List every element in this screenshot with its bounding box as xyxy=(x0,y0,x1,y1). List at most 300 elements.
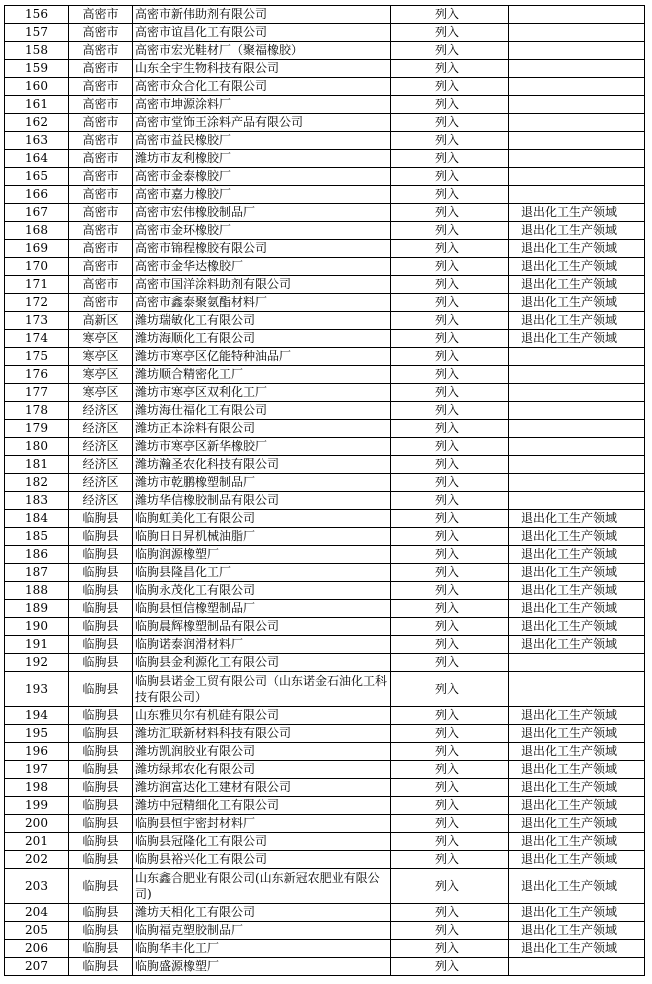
note-cell: 退出化工生产领域 xyxy=(509,922,645,940)
region-cell: 高密市 xyxy=(69,114,133,132)
status-cell: 列入 xyxy=(391,276,509,294)
table-row xyxy=(5,24,645,42)
company-name-cell: 潍坊正本涂料有限公司 xyxy=(133,420,391,438)
row-number: 200 xyxy=(5,815,69,833)
status-cell: 列入 xyxy=(391,582,509,600)
status-cell: 列入 xyxy=(391,96,509,114)
row-number: 182 xyxy=(5,474,69,492)
status-cell: 列入 xyxy=(391,851,509,869)
row-number: 161 xyxy=(5,96,69,114)
status-cell: 列入 xyxy=(391,904,509,922)
status-cell: 列入 xyxy=(391,294,509,312)
table-row xyxy=(5,546,645,564)
region-cell: 高密市 xyxy=(69,204,133,222)
company-name-cell: 高密市鑫泰聚氨酯材料厂 xyxy=(133,294,391,312)
table-row xyxy=(5,60,645,78)
table-row xyxy=(5,761,645,779)
status-cell: 列入 xyxy=(391,779,509,797)
table-row xyxy=(5,420,645,438)
region-cell: 临朐县 xyxy=(69,510,133,528)
region-cell: 临朐县 xyxy=(69,851,133,869)
table-row xyxy=(5,330,645,348)
note-cell xyxy=(509,492,645,510)
company-name-cell: 高密市金泰橡胶厂 xyxy=(133,168,391,186)
region-cell: 经济区 xyxy=(69,402,133,420)
note-cell: 退出化工生产领域 xyxy=(509,815,645,833)
status-cell: 列入 xyxy=(391,869,509,904)
region-cell: 经济区 xyxy=(69,492,133,510)
note-cell xyxy=(509,958,645,976)
row-number: 197 xyxy=(5,761,69,779)
region-cell: 高密市 xyxy=(69,150,133,168)
company-name-cell: 高密市宏伟橡胶制品厂 xyxy=(133,204,391,222)
table-row xyxy=(5,312,645,330)
region-cell: 临朐县 xyxy=(69,672,133,707)
region-cell: 临朐县 xyxy=(69,904,133,922)
region-cell: 寒亭区 xyxy=(69,330,133,348)
region-cell: 高新区 xyxy=(69,312,133,330)
company-name-cell: 临朐县恒宇密封材料厂 xyxy=(133,815,391,833)
region-cell: 高密市 xyxy=(69,96,133,114)
company-name-cell: 高密市众合化工有限公司 xyxy=(133,78,391,96)
row-number: 174 xyxy=(5,330,69,348)
company-name-cell: 临朐晨辉橡塑制品有限公司 xyxy=(133,618,391,636)
table-row xyxy=(5,456,645,474)
row-number: 196 xyxy=(5,743,69,761)
row-number: 193 xyxy=(5,672,69,707)
table-row xyxy=(5,797,645,815)
note-cell: 退出化工生产领域 xyxy=(509,636,645,654)
table-row xyxy=(5,528,645,546)
status-cell: 列入 xyxy=(391,456,509,474)
row-number: 169 xyxy=(5,240,69,258)
row-number: 198 xyxy=(5,779,69,797)
table-row xyxy=(5,6,645,24)
note-cell xyxy=(509,24,645,42)
row-number: 175 xyxy=(5,348,69,366)
region-cell: 高密市 xyxy=(69,222,133,240)
row-number: 159 xyxy=(5,60,69,78)
row-number: 199 xyxy=(5,797,69,815)
row-number: 179 xyxy=(5,420,69,438)
region-cell: 临朐县 xyxy=(69,761,133,779)
row-number: 205 xyxy=(5,922,69,940)
status-cell: 列入 xyxy=(391,672,509,707)
note-cell: 退出化工生产领域 xyxy=(509,707,645,725)
region-cell: 高密市 xyxy=(69,42,133,60)
status-cell: 列入 xyxy=(391,707,509,725)
company-name-cell: 山东雅贝尔有机硅有限公司 xyxy=(133,707,391,725)
company-name-cell: 高密市国洋涂料助剂有限公司 xyxy=(133,276,391,294)
status-cell: 列入 xyxy=(391,833,509,851)
company-name-cell: 临朐诺泰润滑材料厂 xyxy=(133,636,391,654)
company-name-cell: 高密市益民橡胶厂 xyxy=(133,132,391,150)
note-cell xyxy=(509,420,645,438)
note-cell xyxy=(509,168,645,186)
status-cell: 列入 xyxy=(391,60,509,78)
table-row xyxy=(5,168,645,186)
company-name-cell: 临朐县金利源化工有限公司 xyxy=(133,654,391,672)
region-cell: 临朐县 xyxy=(69,618,133,636)
table-row xyxy=(5,654,645,672)
table-row xyxy=(5,725,645,743)
row-number: 157 xyxy=(5,24,69,42)
row-number: 202 xyxy=(5,851,69,869)
note-cell xyxy=(509,672,645,707)
status-cell: 列入 xyxy=(391,384,509,402)
region-cell: 高密市 xyxy=(69,24,133,42)
row-number: 168 xyxy=(5,222,69,240)
company-name-cell: 山东鑫合肥业有限公司(山东新冠农肥业有限公司) xyxy=(133,869,391,904)
company-name-cell: 临朐日日昇机械油脂厂 xyxy=(133,528,391,546)
table-row xyxy=(5,636,645,654)
company-name-cell: 潍坊市友利橡胶厂 xyxy=(133,150,391,168)
company-name-cell: 高密市坤源涂料厂 xyxy=(133,96,391,114)
note-cell: 退出化工生产领域 xyxy=(509,797,645,815)
row-number: 166 xyxy=(5,186,69,204)
company-name-cell: 高密市嘉力橡胶厂 xyxy=(133,186,391,204)
region-cell: 高密市 xyxy=(69,132,133,150)
note-cell xyxy=(509,456,645,474)
company-name-cell: 潍坊天相化工有限公司 xyxy=(133,904,391,922)
company-name-cell: 高密市谊昌化工有限公司 xyxy=(133,24,391,42)
row-number: 194 xyxy=(5,707,69,725)
company-name-cell: 临朐福克塑胶制品厂 xyxy=(133,922,391,940)
table-row xyxy=(5,348,645,366)
table-row xyxy=(5,564,645,582)
note-cell xyxy=(509,402,645,420)
row-number: 171 xyxy=(5,276,69,294)
company-name-cell: 临朐县裕兴化工有限公司 xyxy=(133,851,391,869)
status-cell: 列入 xyxy=(391,348,509,366)
row-number: 183 xyxy=(5,492,69,510)
status-cell: 列入 xyxy=(391,366,509,384)
row-number: 177 xyxy=(5,384,69,402)
table-row xyxy=(5,869,645,904)
company-name-cell: 临朐盛源橡塑厂 xyxy=(133,958,391,976)
status-cell: 列入 xyxy=(391,24,509,42)
region-cell: 高密市 xyxy=(69,60,133,78)
note-cell: 退出化工生产领域 xyxy=(509,546,645,564)
row-number: 203 xyxy=(5,869,69,904)
status-cell: 列入 xyxy=(391,815,509,833)
note-cell xyxy=(509,654,645,672)
company-name-cell: 临朐县冠隆化工有限公司 xyxy=(133,833,391,851)
status-cell: 列入 xyxy=(391,958,509,976)
status-cell: 列入 xyxy=(391,600,509,618)
company-name-cell: 潍坊市寒亭区双利化工厂 xyxy=(133,384,391,402)
status-cell: 列入 xyxy=(391,797,509,815)
row-number: 187 xyxy=(5,564,69,582)
table-row xyxy=(5,240,645,258)
company-name-cell: 潍坊润富达化工建材有限公司 xyxy=(133,779,391,797)
region-cell: 高密市 xyxy=(69,240,133,258)
row-number: 167 xyxy=(5,204,69,222)
note-cell: 退出化工生产领域 xyxy=(509,600,645,618)
table-row xyxy=(5,294,645,312)
company-name-cell: 山东全宇生物科技有限公司 xyxy=(133,60,391,78)
table-row xyxy=(5,78,645,96)
row-number: 178 xyxy=(5,402,69,420)
table-row xyxy=(5,600,645,618)
row-number: 201 xyxy=(5,833,69,851)
note-cell: 退出化工生产领域 xyxy=(509,312,645,330)
status-cell: 列入 xyxy=(391,725,509,743)
table-row xyxy=(5,438,645,456)
company-name-cell: 潍坊凯润胶业有限公司 xyxy=(133,743,391,761)
note-cell xyxy=(509,438,645,456)
note-cell xyxy=(509,348,645,366)
table-row xyxy=(5,779,645,797)
row-number: 156 xyxy=(5,6,69,24)
company-name-cell: 临朐县恒信橡塑制品厂 xyxy=(133,600,391,618)
region-cell: 临朐县 xyxy=(69,940,133,958)
row-number: 189 xyxy=(5,600,69,618)
row-number: 204 xyxy=(5,904,69,922)
note-cell xyxy=(509,78,645,96)
row-number: 184 xyxy=(5,510,69,528)
table-row xyxy=(5,833,645,851)
region-cell: 寒亭区 xyxy=(69,366,133,384)
status-cell: 列入 xyxy=(391,474,509,492)
region-cell: 高密市 xyxy=(69,6,133,24)
table-row xyxy=(5,222,645,240)
region-cell: 寒亭区 xyxy=(69,348,133,366)
row-number: 188 xyxy=(5,582,69,600)
note-cell: 退出化工生产领域 xyxy=(509,940,645,958)
company-name-cell: 潍坊海仕福化工有限公司 xyxy=(133,402,391,420)
company-name-cell: 潍坊顺合精密化工厂 xyxy=(133,366,391,384)
note-cell xyxy=(509,96,645,114)
note-cell: 退出化工生产领域 xyxy=(509,869,645,904)
company-name-cell: 潍坊海顺化工有限公司 xyxy=(133,330,391,348)
company-name-cell: 临朐县诺金工贸有限公司（山东诺金石油化工科技有限公司） xyxy=(133,672,391,707)
note-cell: 退出化工生产领域 xyxy=(509,851,645,869)
region-cell: 寒亭区 xyxy=(69,384,133,402)
status-cell: 列入 xyxy=(391,132,509,150)
row-number: 191 xyxy=(5,636,69,654)
region-cell: 高密市 xyxy=(69,276,133,294)
table-row xyxy=(5,114,645,132)
status-cell: 列入 xyxy=(391,78,509,96)
note-cell: 退出化工生产领域 xyxy=(509,725,645,743)
status-cell: 列入 xyxy=(391,492,509,510)
enterprise-list-table xyxy=(4,5,645,976)
note-cell: 退出化工生产领域 xyxy=(509,258,645,276)
note-cell: 退出化工生产领域 xyxy=(509,240,645,258)
company-name-cell: 潍坊汇联新材料科技有限公司 xyxy=(133,725,391,743)
note-cell: 退出化工生产领域 xyxy=(509,294,645,312)
status-cell: 列入 xyxy=(391,114,509,132)
note-cell: 退出化工生产领域 xyxy=(509,510,645,528)
status-cell: 列入 xyxy=(391,510,509,528)
status-cell: 列入 xyxy=(391,636,509,654)
company-name-cell: 潍坊中冠精细化工有限公司 xyxy=(133,797,391,815)
note-cell: 退出化工生产领域 xyxy=(509,904,645,922)
company-name-cell: 潍坊瑞敏化工有限公司 xyxy=(133,312,391,330)
status-cell: 列入 xyxy=(391,743,509,761)
status-cell: 列入 xyxy=(391,564,509,582)
row-number: 163 xyxy=(5,132,69,150)
row-number: 195 xyxy=(5,725,69,743)
table-row xyxy=(5,42,645,60)
company-name-cell: 潍坊市寒亭区亿能特种油品厂 xyxy=(133,348,391,366)
table-row xyxy=(5,186,645,204)
row-number: 190 xyxy=(5,618,69,636)
note-cell: 退出化工生产领域 xyxy=(509,564,645,582)
status-cell: 列入 xyxy=(391,940,509,958)
row-number: 186 xyxy=(5,546,69,564)
region-cell: 临朐县 xyxy=(69,779,133,797)
company-name-cell: 潍坊绿邦农化有限公司 xyxy=(133,761,391,779)
region-cell: 临朐县 xyxy=(69,546,133,564)
table-row xyxy=(5,96,645,114)
company-name-cell: 高密市堂饰王涂料产品有限公司 xyxy=(133,114,391,132)
region-cell: 经济区 xyxy=(69,456,133,474)
note-cell xyxy=(509,132,645,150)
company-name-cell: 临朐润源橡塑厂 xyxy=(133,546,391,564)
region-cell: 临朐县 xyxy=(69,564,133,582)
note-cell: 退出化工生产领域 xyxy=(509,582,645,600)
region-cell: 经济区 xyxy=(69,420,133,438)
region-cell: 高密市 xyxy=(69,294,133,312)
table-row xyxy=(5,940,645,958)
table-row xyxy=(5,384,645,402)
table-row xyxy=(5,707,645,725)
region-cell: 经济区 xyxy=(69,474,133,492)
note-cell xyxy=(509,384,645,402)
status-cell: 列入 xyxy=(391,420,509,438)
status-cell: 列入 xyxy=(391,150,509,168)
row-number: 185 xyxy=(5,528,69,546)
region-cell: 临朐县 xyxy=(69,958,133,976)
note-cell xyxy=(509,366,645,384)
region-cell: 高密市 xyxy=(69,168,133,186)
table-row xyxy=(5,474,645,492)
region-cell: 临朐县 xyxy=(69,528,133,546)
region-cell: 高密市 xyxy=(69,258,133,276)
table-row xyxy=(5,204,645,222)
table-row xyxy=(5,922,645,940)
note-cell: 退出化工生产领域 xyxy=(509,276,645,294)
note-cell: 退出化工生产领域 xyxy=(509,833,645,851)
status-cell: 列入 xyxy=(391,186,509,204)
status-cell: 列入 xyxy=(391,240,509,258)
status-cell: 列入 xyxy=(391,528,509,546)
company-name-cell: 高密市锦程橡胶有限公司 xyxy=(133,240,391,258)
company-name-cell: 潍坊市乾鹏橡塑制品厂 xyxy=(133,474,391,492)
status-cell: 列入 xyxy=(391,312,509,330)
note-cell xyxy=(509,42,645,60)
row-number: 181 xyxy=(5,456,69,474)
note-cell: 退出化工生产领域 xyxy=(509,618,645,636)
status-cell: 列入 xyxy=(391,922,509,940)
note-cell: 退出化工生产领域 xyxy=(509,528,645,546)
status-cell: 列入 xyxy=(391,330,509,348)
note-cell xyxy=(509,150,645,168)
region-cell: 临朐县 xyxy=(69,815,133,833)
table-row xyxy=(5,958,645,976)
note-cell: 退出化工生产领域 xyxy=(509,330,645,348)
row-number: 162 xyxy=(5,114,69,132)
note-cell: 退出化工生产领域 xyxy=(509,222,645,240)
company-name-cell: 潍坊华信橡胶制品有限公司 xyxy=(133,492,391,510)
note-cell: 退出化工生产领域 xyxy=(509,761,645,779)
row-number: 160 xyxy=(5,78,69,96)
status-cell: 列入 xyxy=(391,654,509,672)
status-cell: 列入 xyxy=(391,204,509,222)
note-cell xyxy=(509,474,645,492)
region-cell: 高密市 xyxy=(69,186,133,204)
table-row xyxy=(5,743,645,761)
region-cell: 临朐县 xyxy=(69,797,133,815)
table-row xyxy=(5,366,645,384)
status-cell: 列入 xyxy=(391,402,509,420)
note-cell xyxy=(509,186,645,204)
company-name-cell: 高密市金环橡胶厂 xyxy=(133,222,391,240)
status-cell: 列入 xyxy=(391,438,509,456)
region-cell: 临朐县 xyxy=(69,725,133,743)
company-name-cell: 潍坊瀚圣农化科技有限公司 xyxy=(133,456,391,474)
region-cell: 临朐县 xyxy=(69,922,133,940)
company-name-cell: 临朐华丰化工厂 xyxy=(133,940,391,958)
row-number: 176 xyxy=(5,366,69,384)
region-cell: 经济区 xyxy=(69,438,133,456)
row-number: 206 xyxy=(5,940,69,958)
status-cell: 列入 xyxy=(391,761,509,779)
row-number: 164 xyxy=(5,150,69,168)
region-cell: 临朐县 xyxy=(69,600,133,618)
region-cell: 临朐县 xyxy=(69,582,133,600)
note-cell: 退出化工生产领域 xyxy=(509,743,645,761)
table-row xyxy=(5,851,645,869)
region-cell: 临朐县 xyxy=(69,707,133,725)
table-body xyxy=(5,6,645,976)
row-number: 165 xyxy=(5,168,69,186)
note-cell: 退出化工生产领域 xyxy=(509,204,645,222)
table-row xyxy=(5,258,645,276)
company-name-cell: 高密市金华达橡胶厂 xyxy=(133,258,391,276)
table-row xyxy=(5,904,645,922)
status-cell: 列入 xyxy=(391,222,509,240)
company-name-cell: 潍坊市寒亭区新华橡胶厂 xyxy=(133,438,391,456)
status-cell: 列入 xyxy=(391,6,509,24)
table-row xyxy=(5,618,645,636)
status-cell: 列入 xyxy=(391,42,509,60)
status-cell: 列入 xyxy=(391,546,509,564)
note-cell: 退出化工生产领域 xyxy=(509,779,645,797)
row-number: 180 xyxy=(5,438,69,456)
row-number: 192 xyxy=(5,654,69,672)
company-name-cell: 高密市新伟助剂有限公司 xyxy=(133,6,391,24)
table-row xyxy=(5,132,645,150)
region-cell: 临朐县 xyxy=(69,636,133,654)
region-cell: 临朐县 xyxy=(69,743,133,761)
table-row xyxy=(5,150,645,168)
table-row xyxy=(5,402,645,420)
row-number: 158 xyxy=(5,42,69,60)
table-row xyxy=(5,276,645,294)
region-cell: 临朐县 xyxy=(69,654,133,672)
note-cell xyxy=(509,60,645,78)
region-cell: 临朐县 xyxy=(69,833,133,851)
table-row xyxy=(5,492,645,510)
company-name-cell: 临朐县隆昌化工厂 xyxy=(133,564,391,582)
table-row xyxy=(5,815,645,833)
status-cell: 列入 xyxy=(391,258,509,276)
table-row xyxy=(5,582,645,600)
region-cell: 临朐县 xyxy=(69,869,133,904)
